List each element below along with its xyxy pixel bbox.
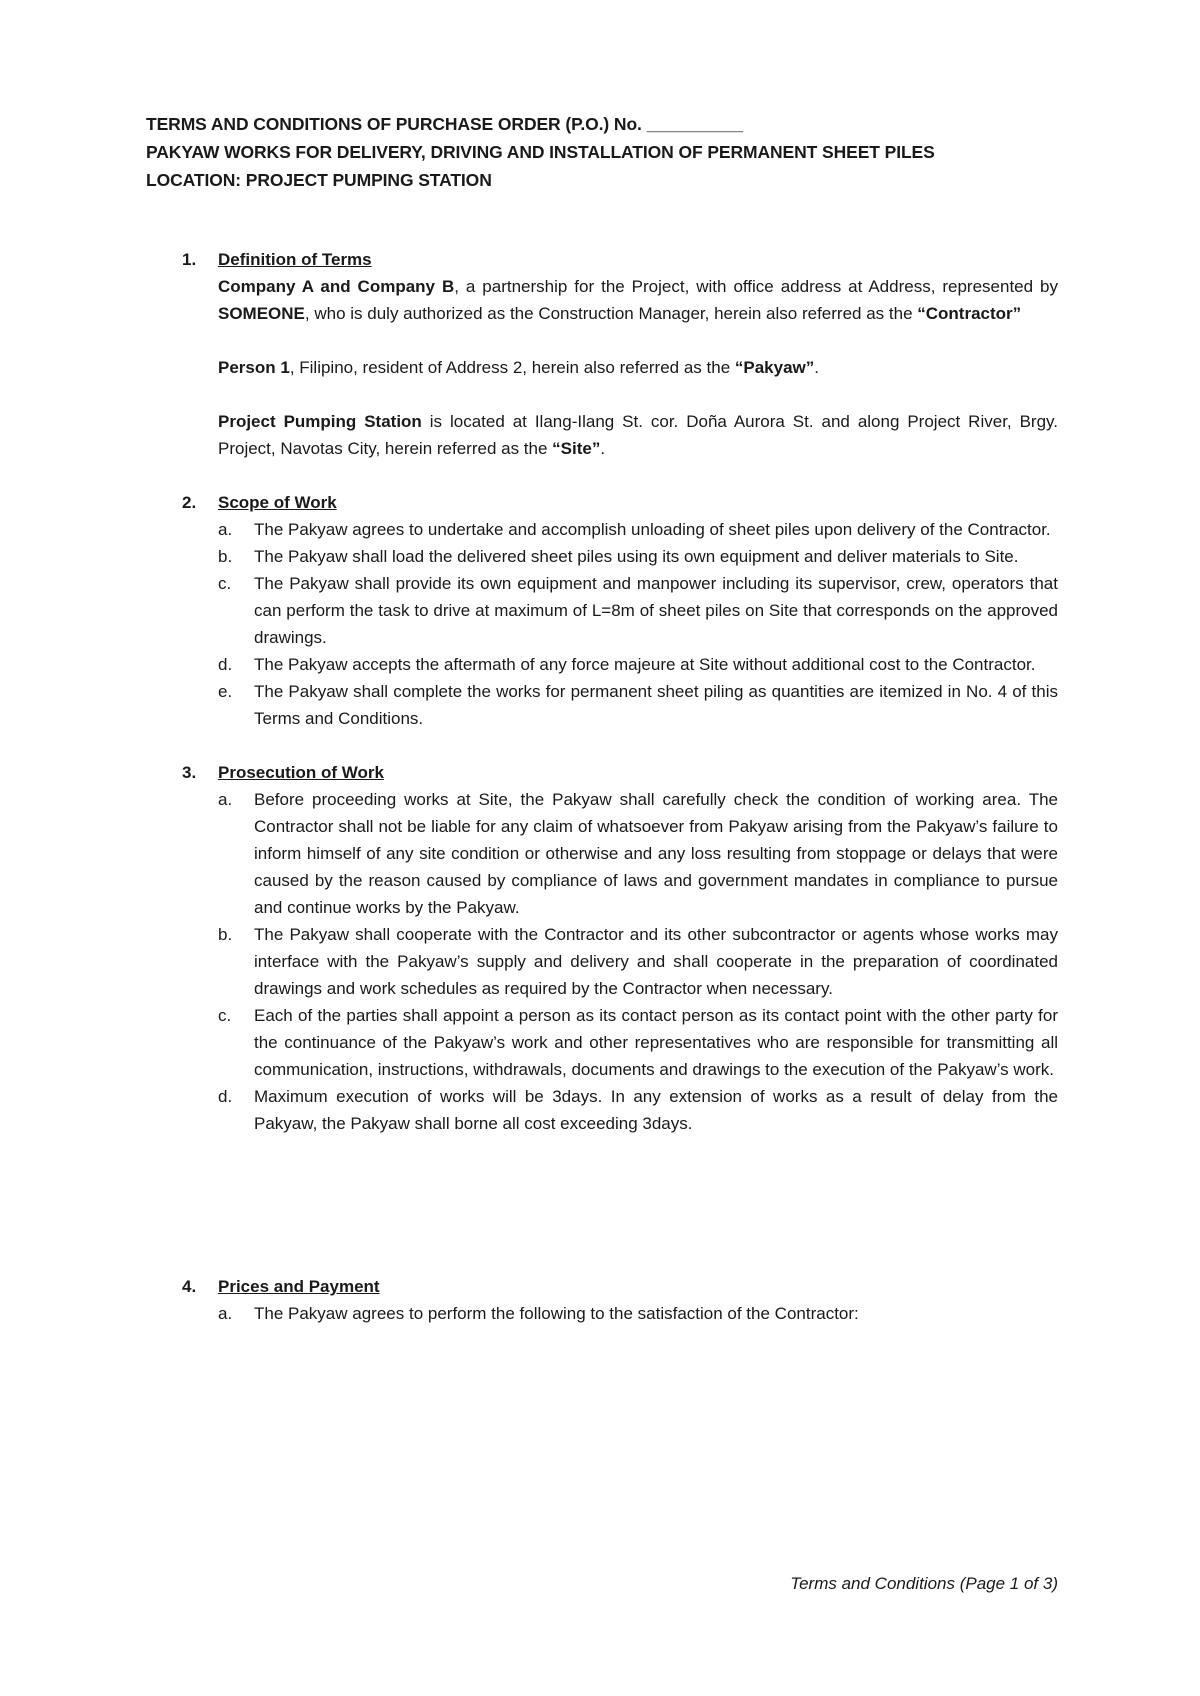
item-letter: d. [218, 655, 233, 674]
list-item [218, 651, 1058, 678]
defined-term: “Contractor” [917, 304, 1022, 323]
party-name: Person 1 [218, 358, 290, 377]
item-letter: b. [218, 925, 233, 944]
section-scope-of-work [146, 489, 1058, 732]
item-text: The Pakyaw shall cooperate with the Contractor and its other subcontractor or agents whose works may interface with the Pakyaw’s supply and delivery and shall cooperate in the preparation of coordinated drawings and work schedules as required by the Contractor when necessary. [254, 925, 1058, 998]
list-item [218, 1002, 1058, 1083]
defined-term: “Site” [552, 439, 601, 458]
list-item [218, 678, 1058, 732]
list-item [218, 1300, 1058, 1327]
document-header [146, 110, 1058, 194]
item-letter: d. [218, 1087, 233, 1106]
section-number: 4. [182, 1277, 197, 1296]
item-text: Maximum execution of works will be 3days. In any extension of works as a result of delay from the Pakyaw, the Pakyaw shall borne all cost exceeding 3days. [254, 1087, 1058, 1133]
item-text: Before proceeding works at Site, the Pakyaw shall carefully check the condition of working area. The Contractor shall not be liable for any claim of whatsoever from Pakyaw arising from the Pakyaw’s failure to inform himself of any site condition or otherwise and any loss resulting from stoppage or delays that were caused by the reason caused by compliance of laws and government mandates in compliance to pursue and continue works by the Pakyaw. [254, 790, 1058, 917]
definition-text: . [600, 439, 606, 458]
item-text: The Pakyaw shall complete the works for permanent sheet piling as quantities are itemized in No. 4 of this Terms and Conditions. [254, 682, 1058, 728]
section-definition-of-terms [146, 246, 1058, 462]
definition-text: , who is duly authorized as the Construction Manager, herein also referred as the [304, 304, 918, 323]
section-number: 3. [182, 763, 197, 782]
definition-pakyaw [218, 354, 1058, 381]
item-text: The Pakyaw agrees to undertake and accomplish unloading of sheet piles upon delivery of the Contractor. [254, 520, 1051, 539]
definition-site [218, 408, 1058, 462]
definition-contractor [218, 273, 1058, 327]
list-item [218, 543, 1058, 570]
payment-list [218, 1300, 1058, 1327]
item-letter: e. [218, 682, 233, 701]
definition-text: is located at Ilang-Ilang St. cor. Doña Aurora St. and along Project River, Brgy. Project, Navotas City, herein referred as the [218, 412, 1058, 458]
item-letter: a. [218, 520, 233, 539]
item-letter: c. [218, 574, 232, 593]
party-name: Company A and Company B [218, 277, 455, 296]
item-text: The Pakyaw accepts the aftermath of any force majeure at Site without additional cost to the Contractor. [254, 655, 1036, 674]
item-text: Each of the parties shall appoint a person as its contact person as its contact point with the other party for the continuance of the Pakyaw’s work and other representatives who are responsible for transmitting all communication, instructions, withdrawals, documents and drawings to the execution of the Pakyaw’s work. [254, 1006, 1058, 1079]
list-item [218, 516, 1058, 543]
section-title: Scope of Work [218, 493, 337, 512]
section-title: Prosecution of Work [218, 763, 384, 782]
section-title: Definition of Terms [218, 250, 372, 269]
section-number: 1. [182, 250, 197, 269]
scope-list [218, 516, 1058, 732]
section-title: Prices and Payment [218, 1277, 380, 1296]
section-number: 2. [182, 493, 197, 512]
item-letter: a. [218, 1304, 233, 1323]
list-item [218, 1083, 1058, 1137]
header-title: TERMS AND CONDITIONS OF PURCHASE ORDER (P.O.) No. __________ [146, 114, 743, 134]
defined-term: “Pakyaw” [734, 358, 815, 377]
item-letter: c. [218, 1006, 232, 1025]
site-name: Project Pumping Station [218, 412, 422, 431]
definition-text: . [814, 358, 820, 377]
item-text: The Pakyaw shall provide its own equipment and manpower including its supervisor, crew, operators that can perform the task to drive at maximum of L=8m of sheet piles on Site that corresponds on the approved drawings. [254, 574, 1058, 647]
page-footer: Terms and Conditions (Page 1 of 3) [790, 1574, 1058, 1593]
list-item [218, 921, 1058, 1002]
section-prosecution-of-work [146, 759, 1058, 1137]
definition-text: , a partnership for the Project, with office address at Address, represented by [454, 277, 1058, 296]
document-page [146, 110, 1058, 1327]
item-text: The Pakyaw agrees to perform the following to the satisfaction of the Contractor: [254, 1304, 859, 1323]
definition-text: , Filipino, resident of Address 2, herein also referred as the [289, 358, 735, 377]
representative-name: SOMEONE [218, 304, 305, 323]
list-item [218, 786, 1058, 921]
item-letter: a. [218, 790, 233, 809]
list-item [218, 570, 1058, 651]
section-prices-and-payment [146, 1273, 1058, 1327]
item-text: The Pakyaw shall load the delivered sheet piles using its own equipment and deliver materials to Site. [254, 547, 1019, 566]
header-subtitle: PAKYAW WORKS FOR DELIVERY, DRIVING AND INSTALLATION OF PERMANENT SHEET PILES [146, 142, 935, 162]
item-letter: b. [218, 547, 233, 566]
prosecution-list [218, 786, 1058, 1137]
header-location: LOCATION: PROJECT PUMPING STATION [146, 170, 492, 190]
